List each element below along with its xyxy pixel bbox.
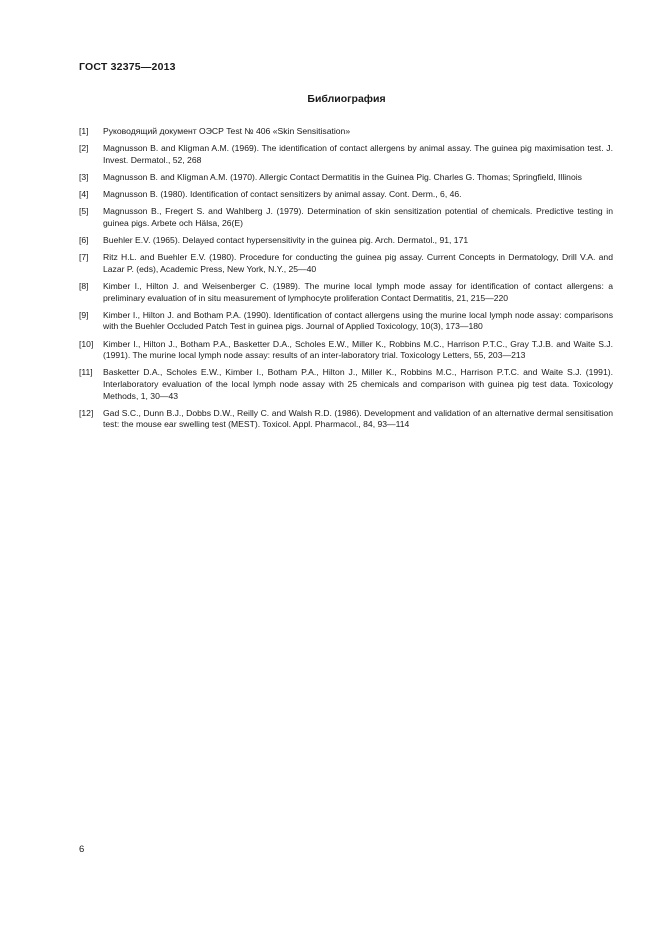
entry-text: Magnusson B. (1980). Identification of contact sensitizers by animal assay. Cont. Derm., 6, 46. [103, 189, 462, 200]
bibliography-entry [79, 408, 613, 431]
entry-number: [4] [79, 189, 89, 200]
bibliography-entry [79, 206, 613, 229]
entry-text: Kimber I., Hilton J. and Weisenberger C. (1989). The murine local lymph mode assay for identification of contact allergens: a preliminary evaluation of in situ measurement of lymphocyte proliferation Contact Dermatitis, 21, 215—220 [103, 281, 613, 303]
entry-text: Руководящий документ ОЭСР Test № 406 «Skin Sensitisation» [103, 126, 351, 136]
bibliography-list [79, 126, 613, 437]
entry-text: Kimber I., Hilton J. and Botham P.A. (1990). Identification of contact allergens using the murine local lymph node assay: comparisons with the Buehler Occluded Patch Test in guinea pigs. Journal of Applied Toxicology, 10(3), 173—180 [103, 309, 613, 332]
entry-number: [7] [79, 252, 89, 263]
entry-text: Magnusson B. and Kligman A.M. (1970). Allergic Contact Dermatitis in the Guinea Pig. Charles G. Thomas; Springfield, Illinois [103, 171, 582, 182]
bibliography-entry [79, 281, 613, 304]
bibliography-entry [79, 235, 613, 247]
bibliography-entry [79, 252, 613, 275]
entry-text: Buehler E.V. (1965). Delayed contact hypersensitivity in the guinea pig. Arch. Dermatol., 91, 171 [103, 235, 469, 246]
bibliography-entry [79, 143, 613, 166]
entry-text: Ritz H.L. and Buehler E.V. (1980). Procedure for conducting the guinea pig assay. Current Concepts in Dermatology, Drill V.A. and Lazar P. (eds), Academic Press, New York, N.Y., 25—40 [103, 252, 613, 274]
entry-number: [9] [79, 309, 89, 320]
entry-number: [2] [79, 143, 89, 154]
bibliography-entry [79, 339, 613, 362]
section-title: Библиография [307, 93, 386, 105]
entry-number: [3] [79, 171, 89, 182]
entry-number: [10] [79, 338, 94, 349]
entry-number: [12] [79, 407, 94, 418]
standard-code-header: ГОСТ 32375—2013 [79, 61, 176, 73]
bibliography-entry [79, 310, 613, 333]
page-number: 6 [79, 844, 85, 855]
entry-text: Magnusson B. and Kligman A.M. (1969). The identification of contact allergens by animal assay. The guinea pig maximisation test. J. Invest. Dermatol., 52, 268 [103, 143, 613, 165]
bibliography-entry [79, 126, 613, 138]
bibliography-entry [79, 367, 613, 402]
entry-number: [1] [79, 126, 89, 136]
entry-text: Basketter D.A., Scholes E.W., Kimber I., Botham P.A., Hilton J., Miller K., Robbins M.C., Harrison P.T.C. and Waite S.J. (1991). Interlaboratory evaluation of the local lymph node assay with 25 chemicals and comparison with guinea pig test data. Toxicology Methods, 1, 30—43 [103, 367, 613, 401]
entry-text: Magnusson B., Fregert S. and Wahlberg J. (1979). Determination of skin sensitization potential of chemicals. Predictive testing in guinea pigs. Arbete och Hälsa, 26(E) [103, 206, 613, 228]
entry-number: [11] [79, 367, 93, 378]
entry-number: [8] [79, 281, 89, 292]
entry-number: [6] [79, 235, 89, 246]
entry-number: [5] [79, 206, 89, 217]
bibliography-entry [79, 172, 613, 184]
bibliography-entry [79, 189, 613, 201]
entry-text: Kimber I., Hilton J., Botham P.A., Basketter D.A., Scholes E.W., Miller K., Robbins M.C., Harrison P.T.C., Gray T.J.B. and Waite S.J. (1991). The murine local lymph node assay: results of an inter-laboratory trial. Toxicology Letters, 55, 203—213 [103, 338, 613, 361]
entry-text: Gad S.C., Dunn B.J., Dobbs D.W., Reilly C. and Walsh R.D. (1986). Development and validation of an alternative dermal sensitisation test: the mouse ear swelling test (MEST). Toxicol. Appl. Pharmacol., 84, 93—114 [103, 407, 613, 430]
